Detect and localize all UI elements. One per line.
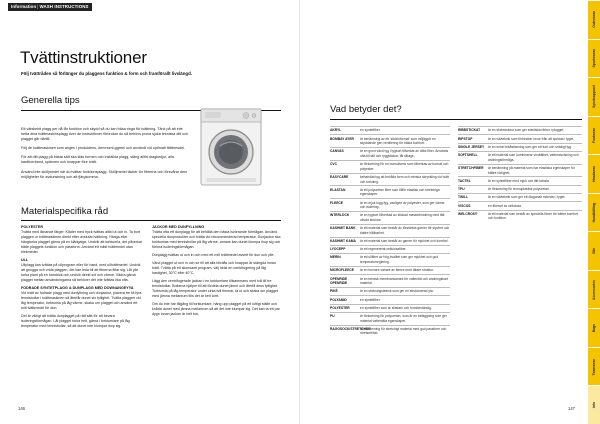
glossary-definition: behandlat tyg att behålla form och minska skrynkling vid tvätt och torkning. <box>360 175 449 184</box>
glossary-definition: är en vävteknik som förhindrar revor från att spridas i tyget. <box>488 136 575 141</box>
glossary-row <box>458 193 582 201</box>
glossary-term: EASYCARE <box>330 175 349 180</box>
material-entry <box>21 314 143 329</box>
glossary-term: BOMBAY AYER <box>330 136 354 141</box>
glossary-row <box>458 210 582 223</box>
glossary-definition: är förkortning för en bomullsmix som tillverkas av bomull och polyester. <box>360 162 449 171</box>
glossary-row <box>330 198 450 211</box>
material-entry <box>21 286 143 311</box>
glossary-row <box>458 151 582 164</box>
category-tab[interactable] <box>588 347 600 386</box>
material-entry-text: Ullplagg kan tvättas på ullprogram eller för hand, med ulltvättmedel. Undvik att gnugga och vrida plaggen, det kan leda till att fibrerna filtar sig. Låt ylle torka plant på en handduk och undvik direkt sol och värme. Vädra gärna plagget mellan användningarna så behöver det inte tvättas lika ofta. <box>21 263 141 282</box>
glossary-list-right <box>458 126 582 222</box>
category-tab-label: Headwear <box>592 165 596 182</box>
glossary-term: ELASTAN <box>330 187 346 192</box>
glossary-list-left <box>330 126 450 337</box>
glossary-row <box>330 211 450 224</box>
material-entry-text: Tvätta med liknande färger. Kläder med tryck tvättas alltid ut och in. Ta bort plaggen ur tvättmaskinen direkt efter avslutat tvättning. Hänga eller hängtorka plagget gärna på en klädgalge. Undvik att torktumla, det påverkar både plaggets funktion och passform. Använd ett mildt tvättmedel utan blekmedel. <box>21 230 143 254</box>
material-entry <box>21 258 143 283</box>
glossary-term: SINGLE JERSEY <box>458 144 485 149</box>
category-tab[interactable] <box>588 193 600 232</box>
category-tab-label: Sportsapparel <box>592 85 596 109</box>
glossary-row <box>330 287 450 295</box>
glossary-definition: är benämning för stretchigt material med god passform och rörelsefrihet. <box>360 326 447 336</box>
subsection-name: WASH INSTRUCTIONS <box>39 4 89 9</box>
glossary-row <box>330 134 450 147</box>
glossary-term: VISCOS <box>458 203 471 208</box>
glossary-definition: är en teknisk membranvariant för vattentät och andningsbart material. <box>360 276 448 286</box>
general-tip-4: Använd inte sköljmedel när du tvättar funktionsplagg. Sköljmedel täcker för fibrerna och försvårar dem möjligheter för avdunstning och att fjärgkomma. <box>21 169 188 179</box>
glossary-definition: är en mjuk lugg-tyg, vanligen av polyester, som ger värme och isolering. <box>360 200 445 210</box>
glossary-definition: är ett ullfiber av hög kvalitet som ger mjukhet och god temperaturreglering. <box>360 255 439 264</box>
glossary-row <box>330 295 450 303</box>
material-entry-title: ULL <box>21 258 29 262</box>
glossary-term: PIKÉ <box>330 289 338 294</box>
material-entry-text: Vänd plagget ut och in och se till att alla blixtlås och knappar är stängda innan tvätt. Tvätta på ett skonsamt program, välj helst en centrifugering på låg hastighet, 30°C eller 40°C. <box>152 261 276 275</box>
glossary-row <box>330 266 450 274</box>
glossary-definition: är ett material som består av förstärkta garner för styvhet och bättre hållbarhet. <box>360 226 450 235</box>
glossary-term: FLEECE <box>330 200 344 205</box>
glossary-row <box>330 224 450 237</box>
category-tab-label: Teamwear <box>592 358 596 375</box>
glossary-row <box>458 185 582 193</box>
category-tab-label: Bär <box>592 248 596 254</box>
category-tab[interactable] <box>588 116 600 155</box>
material-heading: Materialspecifika råd <box>21 206 109 217</box>
glossary-term: KASHMIT BANK <box>330 226 356 231</box>
general-tip-3: För att ditt plagg på bästa sätt ska kläs formen och inställda plagg, stäng alltid dragkedjor, alla kardborrband, spännen och knappar före tvätt. <box>21 155 174 165</box>
material-entry-title: JACKOR MED DUNFYLLNING <box>152 225 205 229</box>
glossary-term: TACTEL <box>458 178 471 183</box>
glossary-row <box>330 312 450 325</box>
category-tab-label: Accessories <box>592 279 596 300</box>
glossary-definition: är ett material som består av garner för mjukhet och komfort. <box>360 238 449 243</box>
general-tip-1: Ett vätskebit plagg per då får funktion och skydd så du kan fräsa ringa för tvättning. Tänk på att inte hetta dina tvättmaskinsplagg över de instruktioner förbrukar du så behövs prova sjuka tekniska ditt och plagget går därtill. <box>21 127 189 142</box>
glossary-term: RIBBSTICKAT <box>458 128 481 133</box>
glossary-row <box>330 245 450 253</box>
glossary-definition: är en stickningsteknik som ger en strukturerad yta. <box>360 289 434 294</box>
glossary-rule <box>330 119 582 120</box>
category-tab-label: Info <box>592 402 596 409</box>
glossary-definition: är en enkel trikåstickning som ger ett tunt och smidigt tyg. <box>488 144 572 149</box>
glossary-term: POLYAMID <box>330 297 347 302</box>
glossary-definition: är ett material som kombinerar vindtäthet, vattenavvisning och andningsförmåga. <box>488 153 579 162</box>
glossary-definition: är en syntetfiber med mjuk och lätt känsla. <box>488 178 550 183</box>
glossary-definition: en syntetfiber <box>360 297 380 302</box>
glossary-row <box>330 237 450 245</box>
glossary-term: POLYESTER <box>330 305 350 310</box>
category-tab-label: Handhålling <box>592 202 596 223</box>
glossary-definition: är benämning av ett 'stickinformat' som möjliggör en skyddande gen ventilering för bästa komfort. <box>360 136 436 146</box>
glossary-term: WELCROS® <box>458 211 478 216</box>
right-page <box>300 0 588 424</box>
glossary-term: CVC <box>330 162 337 167</box>
material-entry-text: Det är viktigt att tvätta dunplagget på rätt sätt för att bevara isoleringsförmågan. Låt plagget torka helt, gärna i torktumlare på låg temperatur med tennisbollar, så att dunet inte klumpar ihop sig. <box>21 314 130 328</box>
section-label: Information|WASH INSTRUCTIONS <box>8 3 92 11</box>
material-entry-text: Tvätta ofta ett dunplagg för att behålla den bästa isolerande förmågan. Använd speciella dunprodukter och tvätta vid rekommenderad temperatur. Dunjackor ska torktumlas med tennisbollar på låg värme, annars kan dunet klumpa ihop sig och förlora isoleringsförmågan. <box>152 230 281 249</box>
glossary-term: AKRYL <box>330 128 342 133</box>
glossary-term: TWILL <box>458 195 469 200</box>
section-name: Information <box>11 4 37 9</box>
glossary-term: KASHMIT KAMA <box>330 238 356 243</box>
material-entry <box>21 225 143 255</box>
glossary-term: TPU <box>458 187 465 192</box>
glossary-row <box>330 147 450 160</box>
glossary-definition: är ett polyuretan fiber som tillför elastisk och stretchiga egenskaper. <box>360 187 440 197</box>
glossary-row <box>458 134 582 142</box>
glossary-term: RAGGSOCK/STRETCHDE <box>330 326 371 331</box>
glossary-definition: är förkortning för polyuretan, som är en beläggning som ger material vattentäta egenskaper. <box>360 314 447 323</box>
material-entry-text: Om du inte har tillgång till torktumlare, häng upp plagget på ett luftigt ställe och knåda dunet med jämna mellanrum så att det inte klumpar sig. Det kan ta ett par dygn innan jackan är helt torr. <box>152 302 280 316</box>
glossary-row <box>330 126 450 134</box>
page-title: Tvättinstruktioner <box>20 48 147 67</box>
glossary-row <box>458 126 582 134</box>
material-entry-text: Dunplagg tvättas ut och in och med ett milt tvättmedel avsett för dun och ylle. <box>152 253 275 257</box>
glossary-definition: är ett material som består av speciella fibrer för bättre komfort och funktion. <box>488 211 578 221</box>
category-tab[interactable] <box>588 308 600 347</box>
glossary-definition: är en tunnare variant av fleece med tätare struktur. <box>360 268 434 273</box>
category-tab[interactable] <box>588 154 600 193</box>
category-tab[interactable] <box>588 77 600 116</box>
glossary-term: RIPSTOP <box>458 136 473 141</box>
glossary-row <box>330 304 450 312</box>
glossary-term: LYOCEPP <box>330 247 346 252</box>
page-number-left: 146 <box>18 406 25 411</box>
glossary-term: MICROFLEECE <box>330 268 354 273</box>
glossary-definition: är en stickstruktur som ger elastiska ribbor i plagget. <box>488 128 565 133</box>
glossary-term: SOFTSHELL <box>458 153 478 158</box>
glossary-row <box>330 160 450 173</box>
glossary-definition: är förkortning för termoplastisk polyuretan. <box>488 187 550 192</box>
glossary-term: OPENRIDE OPENRIDE <box>330 276 348 286</box>
material-column-right <box>152 225 282 320</box>
page-subtitle: Följ tvättråden så förlänger du plaggens funktion & form och framförallt livslängd. <box>21 71 193 76</box>
glossary-row <box>458 176 582 184</box>
glossary-definition: är benämning på material som har elastiska egenskaper för bättre rörlighet. <box>488 166 575 175</box>
glossary-term: CANVAS <box>330 149 344 154</box>
category-tab-label: Footwear <box>592 127 596 143</box>
glossary-definition: en fiberart av cellulosa. <box>488 203 522 208</box>
material-entry-text: Lägg den centrifugerade jackan i en torktumlare tillsammans med två till tre tennisbollar. Bollarna hjälper till att fördela dunet jämnt och återfå dess fyllighet. Torktumla på låg temperatur under cirka två timmar, ta ut och skaka om plagget med jämna mellanrum tills det är helt torrt. <box>152 279 279 298</box>
material-entry-text: Vid tvätt av fodrade plagg med dunfyllning och dunjackor, placera tre till fyra tennisbollar i tvättmaskinen så återfår dunet sin fyllighet. Tvätta plaggen vid låg temperatur, torktumla på låg värme, skaka om plagget och använd ett milt tvättmedel för dun. <box>21 291 142 310</box>
glossary-row <box>330 325 450 338</box>
general-tips-heading: Generella tips <box>21 95 80 106</box>
glossary-row <box>330 173 450 186</box>
glossary-row <box>458 143 582 151</box>
washing-machine-icon <box>200 108 262 186</box>
glossary-row <box>458 201 582 209</box>
glossary-term: MERIN <box>330 255 341 260</box>
general-tips-text <box>21 127 189 180</box>
glossary-definition: en syntetfiber <box>360 128 380 133</box>
category-tab-label: Outerwear <box>592 11 596 29</box>
page-number-right: 147 <box>568 406 575 411</box>
glossary-definition: en syntetfiber som är slitstark och formbeständig. <box>360 305 432 310</box>
glossary-definition: är en grovt vävd tyg i tygsort tillverkat av olika fiber. Används ofta till tält och ryggsäckar, tål slitage. <box>360 149 449 158</box>
material-rule <box>21 220 281 221</box>
general-tip-2: Följ de tvättmaskinen som anges i produktens, deronomi-ggreel och användt vid optimalt fättbresdel. <box>21 146 185 151</box>
glossary-term: STRETCHFIBER <box>458 166 484 171</box>
material-entry-title: FODRADE SYNTETPLAGG & DUNPLAGG MED DOWNANGEYYA <box>21 286 134 290</box>
glossary-definition: är en vävteknik som ger ett diagonalt mönster i tyget. <box>488 195 566 200</box>
glossary-definition: är en tygsort tillverkad av stickad maskinbindning med tätt vävda struktur. <box>360 213 445 222</box>
category-tab[interactable] <box>588 385 600 424</box>
material-entry-title: POLYESTER <box>21 225 43 229</box>
material-entry <box>152 225 282 250</box>
glossary-row <box>458 164 582 177</box>
category-tab[interactable] <box>588 270 600 309</box>
category-tab[interactable] <box>588 231 600 270</box>
glossary-row <box>330 185 450 198</box>
material-column-left <box>21 225 143 332</box>
glossary-term: INTERLOCK <box>330 213 350 218</box>
glossary-term: PU <box>330 314 335 319</box>
glossary-row <box>330 253 450 266</box>
category-tab[interactable] <box>588 0 600 39</box>
category-tab-label: Bags <box>592 323 596 333</box>
glossary-row <box>330 274 450 287</box>
glossary-definition: är ett regenererat cellulosafiber. <box>360 247 407 252</box>
category-tab[interactable] <box>588 39 600 78</box>
category-tab-label: Sportswear <box>592 49 596 68</box>
category-tabs <box>588 0 600 424</box>
glossary-heading: Vad betyder det? <box>330 104 402 115</box>
